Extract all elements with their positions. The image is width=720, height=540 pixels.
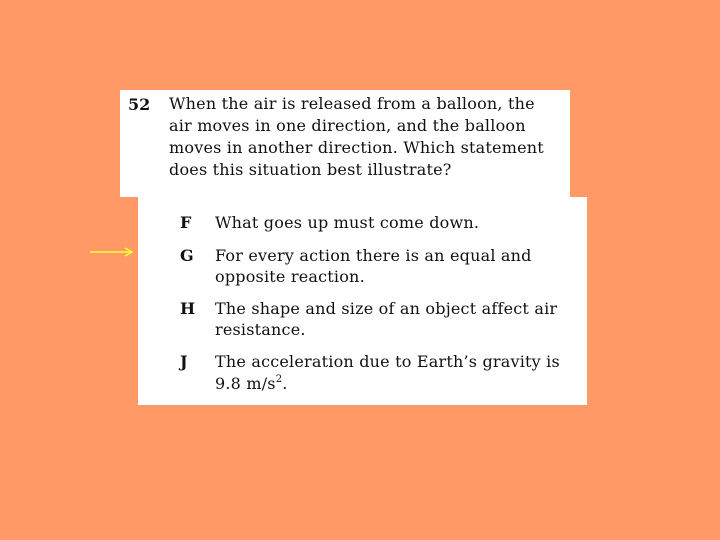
choice-g-text-line-2[interactable]: opposite reaction. [215,267,365,286]
choice-g-text-line-1[interactable]: For every action there is an equal and [215,246,532,265]
choice-j-letter[interactable]: J [180,352,188,371]
choice-j-text-line-1[interactable]: The acceleration due to Earth’s gravity is [215,352,560,371]
gravity-suffix: . [282,374,288,393]
question-number: 52 [128,95,151,114]
answer-choices-card [138,197,587,405]
choice-h-letter[interactable]: H [180,299,196,318]
question-line-1: When the air is released from a balloon, the [169,94,535,113]
question-line-4: does this situation best illustrate? [169,160,452,179]
gravity-exponent: 2 [275,374,283,385]
choice-f-letter[interactable]: F [180,213,192,232]
arrow-right-icon [88,246,136,258]
choice-h-text-line-1[interactable]: The shape and size of an object affect air [215,299,558,318]
question-line-3: moves in another direction. Which statement [169,138,544,157]
choice-f-text[interactable]: What goes up must come down. [215,213,480,232]
choice-h-text-line-2[interactable]: resistance. [215,320,306,339]
question-line-2: air moves in one direction, and the balloon [169,116,526,135]
choice-j-text-line-2[interactable] [215,373,288,394]
gravity-value: 9.8 m/s [215,374,276,393]
question-card [120,90,570,197]
choice-g-letter[interactable]: G [180,246,194,265]
